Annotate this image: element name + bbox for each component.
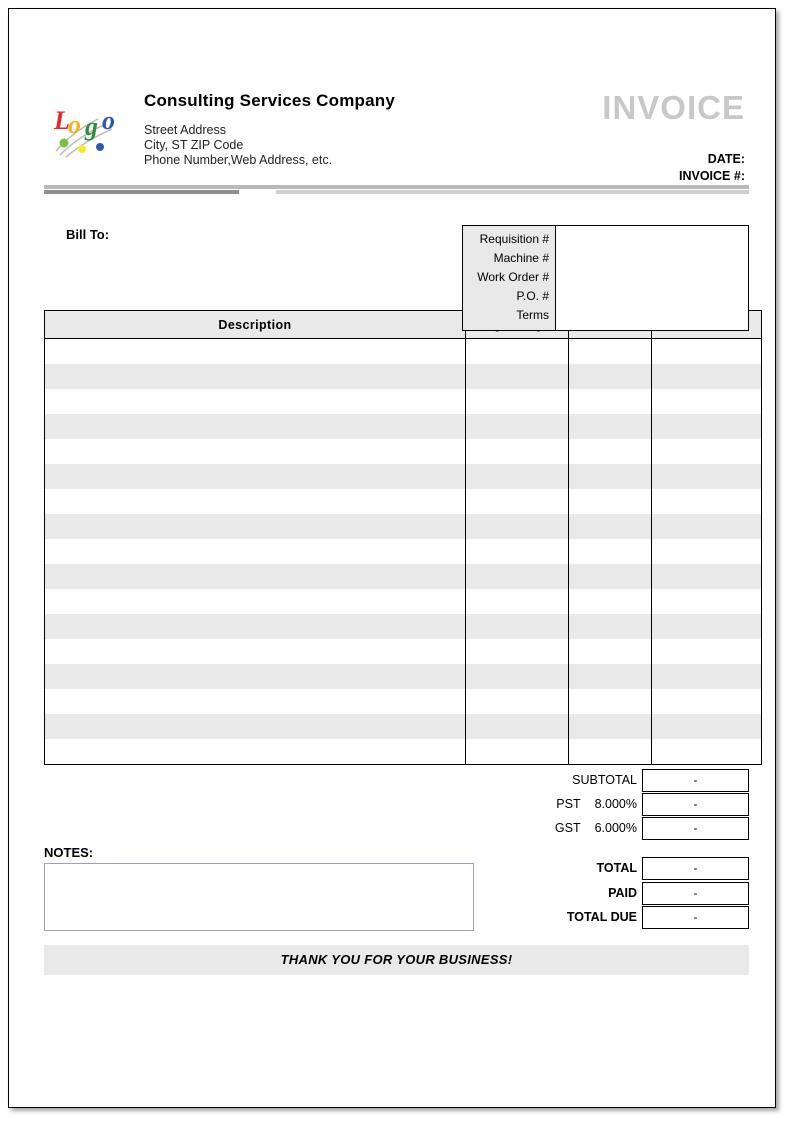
cell-qty[interactable] bbox=[466, 564, 569, 589]
table-row[interactable] bbox=[45, 639, 762, 664]
line-items-table bbox=[44, 310, 762, 765]
cell-total[interactable] bbox=[652, 439, 762, 464]
requisition-label: Requisition # bbox=[479, 232, 549, 246]
gst-label bbox=[377, 817, 637, 840]
svg-text:o: o bbox=[68, 110, 81, 139]
cell-qty[interactable] bbox=[466, 439, 569, 464]
cell-price[interactable] bbox=[569, 389, 652, 414]
svg-text:g: g bbox=[85, 112, 98, 141]
cell-total[interactable] bbox=[652, 689, 762, 714]
requisition-value[interactable] bbox=[561, 230, 743, 249]
cell-qty[interactable] bbox=[466, 389, 569, 414]
machine-value[interactable] bbox=[561, 249, 743, 268]
cell-price[interactable] bbox=[569, 514, 652, 539]
cell-qty[interactable] bbox=[466, 464, 569, 489]
cell-total[interactable] bbox=[652, 614, 762, 639]
table-row[interactable] bbox=[45, 589, 762, 614]
gst-label-text: GST bbox=[554, 821, 581, 835]
cell-desc[interactable] bbox=[45, 664, 466, 689]
cell-qty[interactable] bbox=[466, 539, 569, 564]
table-row[interactable] bbox=[45, 439, 762, 464]
table-row[interactable] bbox=[45, 464, 762, 489]
cell-price[interactable] bbox=[569, 664, 652, 689]
notes-and-grand-totals bbox=[44, 845, 749, 945]
work-order-value[interactable] bbox=[561, 268, 743, 287]
table-row[interactable] bbox=[45, 339, 762, 365]
cell-price[interactable] bbox=[569, 689, 652, 714]
cell-total[interactable] bbox=[652, 539, 762, 564]
cell-desc[interactable] bbox=[45, 364, 466, 389]
cell-desc[interactable] bbox=[45, 464, 466, 489]
invoice-meta bbox=[679, 151, 745, 185]
thank-you-message: THANK YOU FOR YOUR BUSINESS! bbox=[44, 945, 749, 975]
cell-total[interactable] bbox=[652, 714, 762, 739]
table-row[interactable] bbox=[45, 389, 762, 414]
table-row[interactable] bbox=[45, 689, 762, 714]
total-due-label: TOTAL DUE bbox=[566, 910, 637, 924]
cell-price[interactable] bbox=[569, 589, 652, 614]
cell-qty[interactable] bbox=[466, 739, 569, 765]
pst-rate: 8.000% bbox=[594, 797, 637, 811]
footer-section bbox=[44, 945, 749, 979]
cell-total[interactable] bbox=[652, 589, 762, 614]
cell-desc[interactable] bbox=[45, 564, 466, 589]
cell-price[interactable] bbox=[569, 739, 652, 765]
cell-total[interactable] bbox=[652, 664, 762, 689]
notes-label: NOTES: bbox=[44, 845, 94, 860]
cell-price[interactable] bbox=[569, 364, 652, 389]
cell-price[interactable] bbox=[569, 414, 652, 439]
cell-price[interactable] bbox=[569, 564, 652, 589]
invoice-header bbox=[44, 69, 749, 183]
company-address-line-3: Phone Number,Web Address, etc. bbox=[144, 153, 333, 167]
cell-qty[interactable] bbox=[466, 514, 569, 539]
cell-price[interactable] bbox=[569, 614, 652, 639]
cell-total[interactable] bbox=[652, 739, 762, 765]
total-due-value: - bbox=[642, 906, 749, 929]
pst-label bbox=[377, 793, 637, 816]
pst-value: - bbox=[642, 793, 749, 816]
company-logo-icon bbox=[52, 91, 127, 161]
divider-bar-left bbox=[44, 190, 239, 194]
cell-total[interactable] bbox=[652, 564, 762, 589]
totals-section bbox=[44, 765, 749, 845]
cell-desc[interactable] bbox=[45, 539, 466, 564]
cell-desc[interactable] bbox=[45, 639, 466, 664]
cell-qty[interactable] bbox=[466, 664, 569, 689]
cell-total[interactable] bbox=[652, 514, 762, 539]
table-row[interactable] bbox=[45, 664, 762, 689]
table-row[interactable] bbox=[45, 614, 762, 639]
cell-desc[interactable] bbox=[45, 714, 466, 739]
work-order-label: Work Order # bbox=[477, 270, 549, 284]
gst-value: - bbox=[642, 817, 749, 840]
cell-price[interactable] bbox=[569, 539, 652, 564]
cell-desc[interactable] bbox=[45, 589, 466, 614]
cell-qty[interactable] bbox=[466, 414, 569, 439]
header-divider bbox=[44, 185, 749, 195]
cell-total[interactable] bbox=[652, 489, 762, 514]
table-row[interactable] bbox=[45, 714, 762, 739]
cell-qty[interactable] bbox=[466, 714, 569, 739]
svg-text:o: o bbox=[102, 106, 115, 135]
table-row[interactable] bbox=[45, 564, 762, 589]
bill-to-label: Bill To: bbox=[66, 227, 110, 242]
paid-value: - bbox=[642, 882, 749, 905]
table-row[interactable] bbox=[45, 414, 762, 439]
cell-qty[interactable] bbox=[466, 589, 569, 614]
cell-total[interactable] bbox=[652, 414, 762, 439]
cell-desc[interactable] bbox=[45, 514, 466, 539]
divider-bar-top bbox=[44, 185, 749, 189]
cell-desc[interactable] bbox=[45, 739, 466, 765]
gst-rate: 6.000% bbox=[594, 821, 637, 835]
cell-qty[interactable] bbox=[466, 689, 569, 714]
cell-qty[interactable] bbox=[466, 339, 569, 365]
cell-price[interactable] bbox=[569, 714, 652, 739]
cell-qty[interactable] bbox=[466, 639, 569, 664]
cell-total[interactable] bbox=[652, 364, 762, 389]
divider-bar-right bbox=[276, 190, 749, 194]
cell-qty[interactable] bbox=[466, 614, 569, 639]
cell-price[interactable] bbox=[569, 439, 652, 464]
cell-desc[interactable] bbox=[45, 439, 466, 464]
reference-box-values[interactable] bbox=[556, 226, 748, 330]
invoice-title: INVOICE bbox=[602, 89, 745, 126]
cell-total[interactable] bbox=[652, 339, 762, 365]
table-row[interactable] bbox=[45, 514, 762, 539]
company-address-line-2: City, ST ZIP Code bbox=[144, 138, 244, 152]
cell-total[interactable] bbox=[652, 639, 762, 664]
table-row[interactable] bbox=[45, 364, 762, 389]
subtotal-label: SUBTOTAL bbox=[572, 773, 637, 787]
cell-desc[interactable] bbox=[45, 689, 466, 714]
paid-label: PAID bbox=[608, 886, 637, 900]
cell-qty[interactable] bbox=[466, 489, 569, 514]
pst-label-text: PST bbox=[556, 797, 581, 811]
cell-price[interactable] bbox=[569, 339, 652, 365]
cell-desc[interactable] bbox=[45, 389, 466, 414]
company-name: Consulting Services Company bbox=[144, 91, 396, 110]
machine-label: Machine # bbox=[493, 251, 549, 265]
company-block bbox=[144, 91, 395, 168]
cell-qty[interactable] bbox=[466, 364, 569, 389]
terms-label: Terms bbox=[516, 308, 549, 322]
table-row[interactable] bbox=[45, 739, 762, 765]
cell-desc[interactable] bbox=[45, 489, 466, 514]
table-row[interactable] bbox=[45, 539, 762, 564]
cell-desc[interactable] bbox=[45, 614, 466, 639]
invoice-sheet bbox=[8, 8, 776, 1108]
reference-box bbox=[462, 225, 749, 331]
po-label: P.O. # bbox=[516, 289, 549, 303]
bill-to-section bbox=[44, 195, 749, 322]
reference-box-labels bbox=[463, 226, 556, 330]
terms-value[interactable] bbox=[561, 306, 743, 325]
total-value: - bbox=[642, 857, 749, 880]
invoice-date-label: DATE: bbox=[707, 152, 745, 166]
total-label: TOTAL bbox=[596, 861, 637, 875]
cell-desc[interactable] bbox=[45, 414, 466, 439]
cell-price[interactable] bbox=[569, 639, 652, 664]
po-value[interactable] bbox=[561, 287, 743, 306]
line-items-body bbox=[45, 339, 762, 765]
cell-desc[interactable] bbox=[45, 339, 466, 365]
subtotal-value: - bbox=[642, 769, 749, 792]
cell-price[interactable] bbox=[569, 489, 652, 514]
cell-total[interactable] bbox=[652, 389, 762, 414]
company-address-line-1: Street Address bbox=[144, 123, 226, 137]
cell-price[interactable] bbox=[569, 464, 652, 489]
column-header-description: Description bbox=[45, 311, 466, 339]
invoice-number-label: INVOICE #: bbox=[679, 169, 745, 183]
svg-text:L: L bbox=[54, 106, 70, 135]
cell-total[interactable] bbox=[652, 464, 762, 489]
table-row[interactable] bbox=[45, 489, 762, 514]
